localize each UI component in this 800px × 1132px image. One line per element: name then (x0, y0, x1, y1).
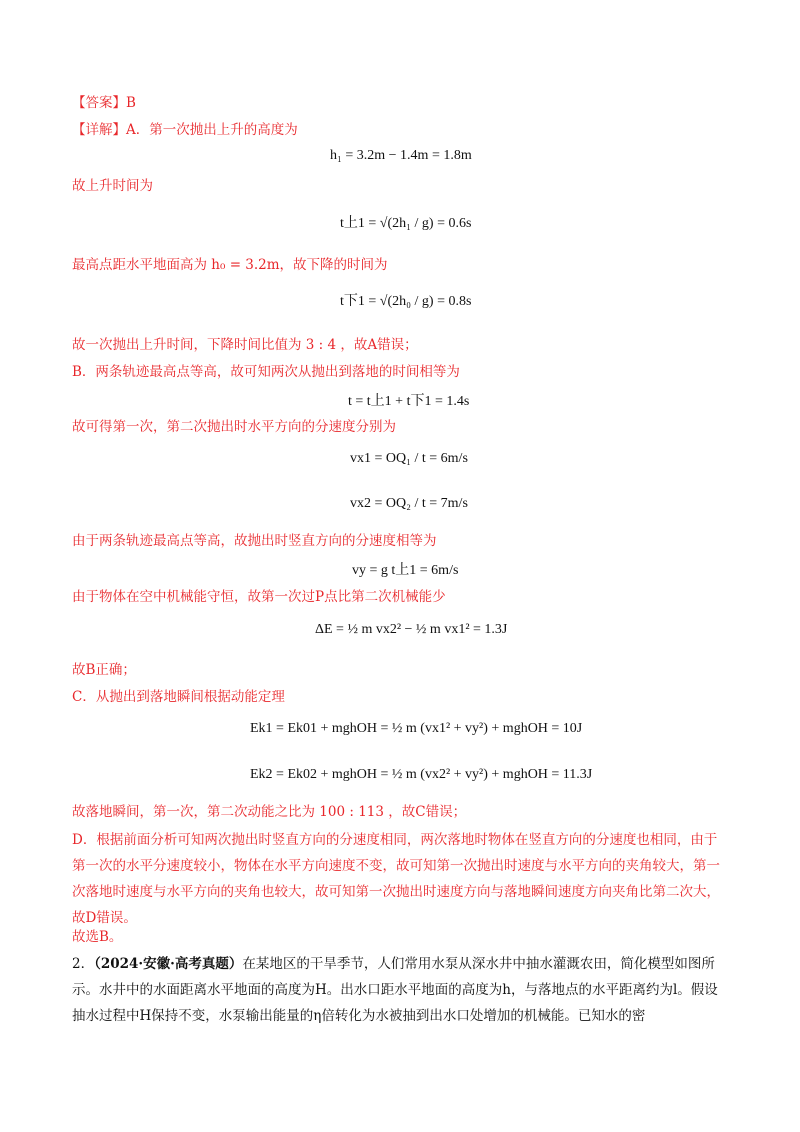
question-text: 在某地区的干旱季节，人们常用水泵从深水井中抽水灌溉农田，简化模型如图所示。水井中的水面距离水平地面的高度为H。出水口距水平地面的高度为h，与落地点的水平距离约为l。假设抽水过程中H保持不变，水泵输出能量的η倍转化为水被抽到出水口处增加的机械能。已知水的密 (72, 956, 718, 1024)
equation-t-fall: t下1 = √(2h₀ / g) = 0.8s (340, 294, 472, 309)
d-paragraph: D．根据前面分析可知两次抛出时竖直方向的分速度相同，两次落地时物体在竖直方向的分速度也相同，由于第一次的水平分速度较小，物体在水平方向速度不变，故可知第一次抛出时速度与水平方向的夹角较大，第一次落地时速度与水平方向的夹角也较大，故可知第一次抛出时速度方向与落地瞬间速度方向夹角比第二次大，故D错误。 (72, 832, 720, 926)
equation-t-rise: t上1 = √(2h₁ / g) = 0.6s (340, 216, 472, 231)
equation-ek1: Ek1 = Ek01 + mghOH = ½ m (vx1² + vy²) + mghOH = 10J (250, 721, 583, 736)
detail-label: 【详解】 (72, 122, 126, 138)
b-velocities-text: 故可得第一次，第二次抛出时水平方向的分速度分别为 (72, 419, 396, 435)
equation-h1: h₁ = 3.2m − 1.4m = 1.8m (330, 148, 472, 163)
b-vertical-text: 由于两条轨迹最高点等高，故抛出时竖直方向的分速度相等为 (72, 533, 437, 549)
question-2 (72, 951, 728, 1029)
choose-text: 故选B。 (72, 929, 123, 945)
question-number: 2． (72, 956, 95, 972)
ratio-text: 故一次抛出上升时间，下降时间比值为 3 : 4 ，故A错误； (72, 337, 418, 353)
b-energy-text: 由于物体在空中机械能守恒，故第一次过P点比第二次机械能少 (72, 589, 446, 605)
equation-vy: vy = g t上1 = 6m/s (352, 563, 459, 578)
max-height-text: 最高点距水平地面高为 h₀ = 3.2m，故下降的时间为 (72, 257, 388, 273)
c-ratio-text: 故落地瞬间，第一次，第二次动能之比为 100 : 113 ，故C错误； (72, 804, 467, 820)
question-source: （2024·安徽·高考真题） (94, 956, 243, 972)
detail-a-intro (72, 121, 298, 139)
equation-delta-e: ΔE = ½ m vx2² − ½ m vx1² = 1.3J (315, 622, 508, 637)
b-intro-text: B．两条轨迹最高点等高，故可知两次从抛出到落地的时间相等为 (72, 364, 460, 380)
equation-vx2: vx2 = OQ₂ / t = 7m/s (350, 496, 468, 511)
c-intro-text: C．从抛出到落地瞬间根据动能定理 (72, 689, 285, 705)
answer-value: B (126, 95, 136, 111)
rise-time-text: 故上升时间为 (72, 178, 153, 194)
equation-ek2: Ek2 = Ek02 + mghOH = ½ m (vx2² + vy²) + mghOH = 11.3J (250, 767, 593, 782)
answer-line (72, 94, 136, 112)
answer-label: 【答案】 (72, 95, 126, 111)
a-intro-text: A．第一次抛出上升的高度为 (126, 122, 298, 138)
equation-vx1: vx1 = OQ₁ / t = 6m/s (350, 451, 468, 466)
b-correct-text: 故B正确； (72, 662, 136, 678)
equation-t-total: t = t上1 + t下1 = 1.4s (348, 394, 470, 409)
